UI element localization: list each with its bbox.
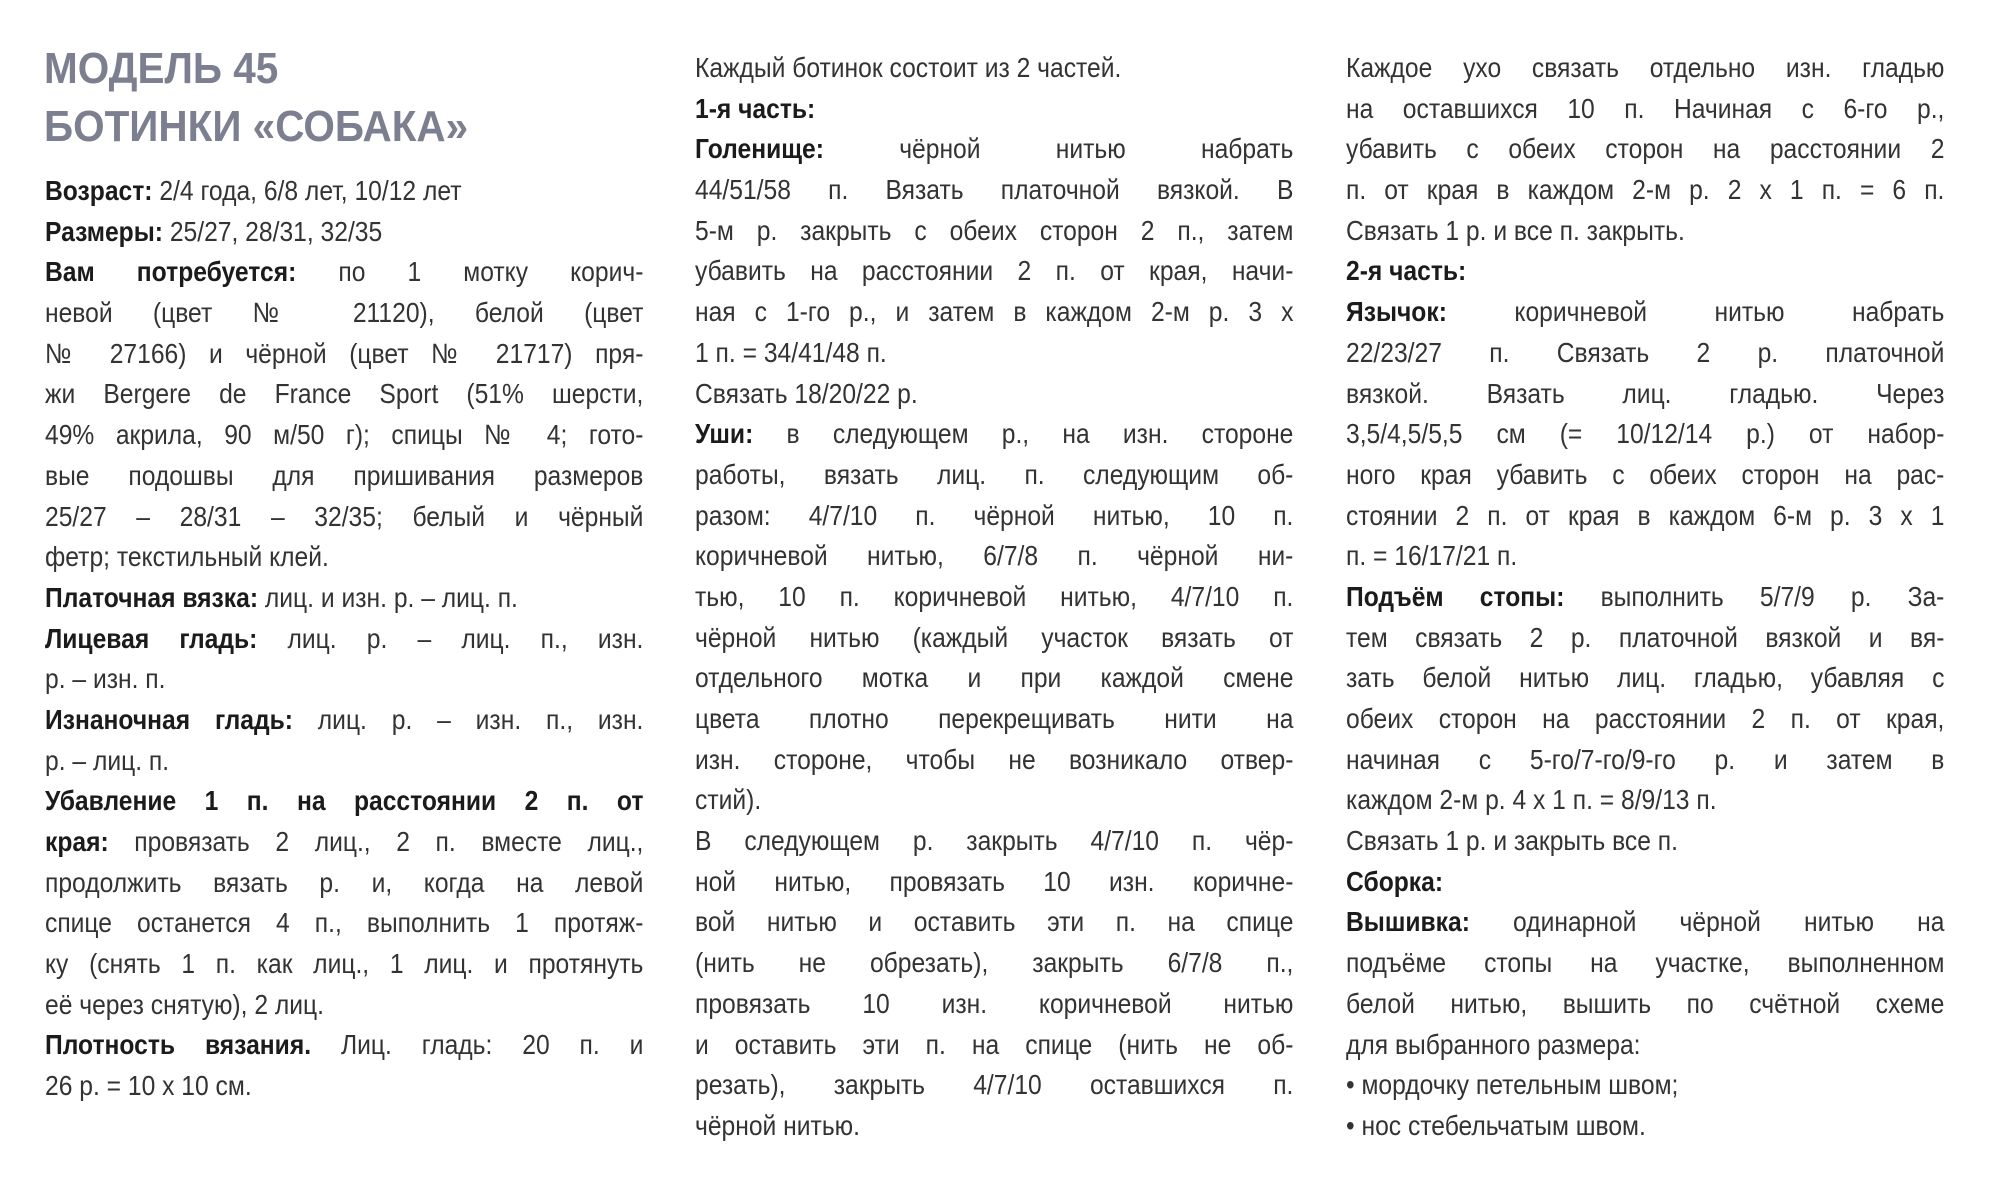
text-line <box>45 1066 643 1107</box>
text-line <box>45 334 643 375</box>
line-text: ку (снять 1 п. как лиц., 1 лиц. и протянуть <box>45 948 644 980</box>
text-line <box>45 822 643 863</box>
bold-label: Изнаночная гладь: <box>45 703 293 735</box>
text-line <box>1346 292 1944 333</box>
line-text: обеих сторон на расстоянии 2 п. от края, <box>1346 703 1945 734</box>
line-text: • нос стебельчатым швом. <box>1346 1109 1646 1141</box>
line-text: резать), закрыть 4/7/10 оставшихся п. <box>695 1069 1294 1101</box>
text-line <box>695 984 1293 1025</box>
line-text: Лиц. гладь: 20 п. и <box>311 1029 644 1061</box>
text-line <box>695 577 1293 618</box>
bold-label: Лицевая гладь: <box>45 622 258 654</box>
line-text: вые подошвы для пришивания размеров <box>45 459 644 491</box>
line-text: в следующем р., на изн. стороне <box>753 418 1294 450</box>
text-line <box>695 780 1293 821</box>
line-text: В следующем р. закрыть 4/7/10 п. чёр- <box>695 825 1294 857</box>
line-text: Каждый ботинок состоит из 2 частей. <box>695 52 1122 83</box>
bold-label: Возраст: <box>45 175 153 206</box>
text-line <box>1346 536 1944 577</box>
line-text: убавить с обеих сторон на расстоянии 2 <box>1346 133 1945 165</box>
line-text: спице останется 4 п., выполнить 1 протяж- <box>45 907 644 939</box>
text-line <box>45 293 643 334</box>
text-line <box>695 658 1293 699</box>
text-column-1 <box>45 171 643 1107</box>
line-text: фетр; текстильный клей. <box>45 541 329 573</box>
bold-label: Размеры: <box>45 215 163 247</box>
line-text: тем связать 2 р. платочной вязкой и вя- <box>1346 621 1945 653</box>
line-text: 5-м р. закрыть с обеих сторон 2 п., затем <box>695 214 1294 246</box>
line-text: цвета плотно перекрещивать нити на <box>695 703 1294 734</box>
bold-label: Платочная вязка: <box>45 581 259 613</box>
text-line <box>1346 618 1944 659</box>
line-text: разом: 4/7/10 п. чёрной нитью, 10 п. <box>695 499 1294 531</box>
text-line <box>45 741 643 782</box>
line-text: одинарной чёрной нитью на <box>1469 906 1945 938</box>
line-text: убавить на расстоянии 2 п. от края, начи- <box>695 255 1294 287</box>
bold-label: Подъём стопы: <box>1346 580 1565 612</box>
text-line <box>695 821 1293 862</box>
text-line <box>1346 780 1944 821</box>
text-line <box>45 619 643 660</box>
line-text: чёрной нитью. <box>695 1109 860 1141</box>
line-text: 2/4 года, 6/8 лет, 10/12 лет <box>152 175 462 206</box>
line-text: п. = 16/17/21 п. <box>1346 540 1518 572</box>
text-line <box>1346 1065 1944 1106</box>
bold-label: Плотность вязания. <box>45 1029 312 1061</box>
text-line <box>695 740 1293 781</box>
text-line <box>695 170 1293 211</box>
line-text: выполнить 5/7/9 р. За- <box>1564 580 1945 612</box>
bold-label: Сборка: <box>1346 865 1444 897</box>
text-line <box>1346 902 1944 943</box>
line-text: лиц. р. – изн. п., изн. <box>292 703 644 735</box>
line-text: № 27166) и чёрной (цвет № 21717) пря- <box>45 337 644 369</box>
title-model-number: МОДЕЛЬ 45 <box>44 44 279 93</box>
line-text: 22/23/27 п. Связать 2 р. платочной <box>1346 336 1945 368</box>
line-text: Связать 1 р. и закрыть все п. <box>1346 825 1678 857</box>
text-line <box>45 1025 643 1066</box>
line-text: 26 р. = 10 x 10 см. <box>45 1070 252 1102</box>
line-text: ной нитью, провязать 10 изн. коричне- <box>695 865 1294 897</box>
line-text: лиц. и изн. р. – лиц. п. <box>258 581 518 613</box>
text-line <box>695 251 1293 292</box>
line-text: (нить не обрезать), закрыть 6/7/8 п., <box>695 947 1294 979</box>
bold-label: Вам потребуется: <box>45 256 297 288</box>
line-text: вязкой. Вязать лиц. гладью. Через <box>1346 377 1945 409</box>
line-text: жи Bergere de France Sport (51% шерсти, <box>45 378 644 410</box>
text-line <box>695 862 1293 903</box>
bold-label: Язычок: <box>1346 296 1447 328</box>
text-line <box>695 1025 1293 1066</box>
text-line <box>45 944 643 985</box>
line-text: 49% акрила, 90 м/50 г); спицы № 4; гото- <box>45 419 644 451</box>
text-line <box>45 212 643 253</box>
bold-label: Голенище: <box>695 133 824 165</box>
text-column-3 <box>1346 48 1944 1147</box>
line-text: отдельного мотка и при каждой смене <box>695 662 1294 694</box>
line-text: провязать 10 изн. коричневой нитью <box>695 987 1294 1019</box>
line-text: чёрной нитью (каждый участок вязать от <box>695 621 1294 653</box>
line-text: невой (цвет № 21120), белой (цвет <box>45 297 644 329</box>
text-line <box>45 700 643 741</box>
text-line <box>45 578 643 619</box>
line-text: 25/27, 28/31, 32/35 <box>162 215 383 247</box>
line-text: р. – изн. п. <box>45 663 166 695</box>
line-text: каждом 2-м р. 4 x 1 п. = 8/9/13 п. <box>1346 784 1717 816</box>
text-line <box>695 89 1293 130</box>
text-line <box>695 536 1293 577</box>
line-text: п. от края в каждом 2-м р. 2 x 1 п. = 6 п. <box>1346 174 1945 206</box>
text-line <box>1346 740 1944 781</box>
text-line <box>695 496 1293 537</box>
line-text: • мордочку петельным швом; <box>1346 1069 1679 1101</box>
text-line <box>695 211 1293 252</box>
line-text: тью, 10 п. коричневой нитью, 4/7/10 п. <box>695 580 1294 612</box>
line-text: продолжить вязать р. и, когда на левой <box>45 866 644 898</box>
text-line <box>1346 699 1944 740</box>
line-text: и оставить эти п. на спице (нить не об- <box>695 1028 1294 1060</box>
line-text: ного края убавить с обеих сторон на рас- <box>1346 458 1945 490</box>
text-line <box>695 414 1293 455</box>
text-line <box>45 374 643 415</box>
line-text: на оставшихся 10 п. Начиная с 6-го р., <box>1346 92 1945 124</box>
text-line <box>695 292 1293 333</box>
text-line <box>1346 48 1944 89</box>
line-text: начиная с 5-го/7-го/9-го р. и затем в <box>1346 743 1945 775</box>
text-line <box>695 699 1293 740</box>
bold-label: 1-я часть: <box>695 92 816 124</box>
bold-label: Убавление 1 п. на расстоянии 2 п. от <box>45 785 644 817</box>
text-line <box>1346 496 1944 537</box>
text-line <box>1346 1025 1944 1066</box>
text-line <box>695 129 1293 170</box>
text-line <box>1346 251 1944 292</box>
bold-label: 2-я часть: <box>1346 255 1467 287</box>
line-text: 1 п. = 34/41/48 п. <box>695 336 887 368</box>
line-text: работы, вязать лиц. п. следующим об- <box>695 458 1294 490</box>
text-line <box>1346 943 1944 984</box>
text-line <box>45 171 643 212</box>
text-line <box>695 943 1293 984</box>
text-line <box>45 659 643 700</box>
text-line <box>45 537 643 578</box>
text-line <box>45 415 643 456</box>
text-line <box>1346 984 1944 1025</box>
line-text: лиц. р. – лиц. п., изн. <box>257 622 644 654</box>
text-line <box>695 455 1293 496</box>
text-line <box>695 333 1293 374</box>
text-line <box>45 456 643 497</box>
line-text: для выбранного размера: <box>1346 1028 1641 1060</box>
text-line <box>695 1106 1293 1147</box>
text-line <box>45 497 643 538</box>
line-text: по 1 мотку корич- <box>296 256 644 288</box>
line-text: коричневой нитью набрать <box>1446 296 1945 328</box>
bold-label: Вышивка: <box>1346 906 1470 938</box>
line-text: подъёме стопы на участке, выполненном <box>1346 947 1945 979</box>
line-text: 25/27 – 28/31 – 32/35; белый и чёрный <box>45 500 644 532</box>
text-line <box>695 618 1293 659</box>
line-text: Связать 18/20/22 р. <box>695 377 918 409</box>
text-line <box>1346 577 1944 618</box>
line-text: ная с 1-го р., и затем в каждом 2-м р. 3 x <box>695 296 1294 328</box>
line-text: 3,5/4,5/5,5 см (= 10/12/14 р.) от набор- <box>1346 418 1945 450</box>
bold-label: края: <box>45 826 109 857</box>
text-line <box>1346 862 1944 903</box>
line-text: изн. стороне, чтобы не возникало отвер- <box>695 743 1294 775</box>
text-line <box>45 252 643 293</box>
page-title <box>44 40 468 156</box>
text-line <box>695 48 1293 89</box>
line-text: стоянии 2 п. от края в каждом 6-м р. 3 x 1 <box>1346 499 1945 531</box>
text-line <box>1346 374 1944 415</box>
text-line <box>1346 333 1944 374</box>
line-text: 44/51/58 п. Вязать платочной вязкой. В <box>695 174 1294 206</box>
text-column-2 <box>695 48 1293 1147</box>
line-text: зать белой нитью лиц. гладью, убавляя с <box>1346 662 1945 694</box>
text-line <box>1346 170 1944 211</box>
text-line <box>1346 211 1944 252</box>
text-line <box>1346 821 1944 862</box>
line-text: Связать 1 р. и все п. закрыть. <box>1346 214 1685 246</box>
text-line <box>1346 1106 1944 1147</box>
text-line <box>695 374 1293 415</box>
text-line <box>1346 658 1944 699</box>
line-text: Каждое ухо связать отдельно изн. гладью <box>1346 52 1945 83</box>
line-text: стий). <box>695 784 762 816</box>
line-text: коричневой нитью, 6/7/8 п. чёрной ни- <box>695 540 1294 572</box>
title-model-name: БОТИНКИ «СОБАКА» <box>44 102 469 151</box>
text-line <box>1346 129 1944 170</box>
text-line <box>695 902 1293 943</box>
text-line <box>45 903 643 944</box>
text-line <box>45 985 643 1026</box>
line-text: провязать 2 лиц., 2 п. вместе лиц., <box>108 826 644 857</box>
line-text: белой нитью, вышить по счётной схеме <box>1346 987 1945 1019</box>
line-text: её через снятую), 2 лиц. <box>45 988 324 1020</box>
text-line <box>695 1065 1293 1106</box>
text-line <box>1346 455 1944 496</box>
text-line <box>1346 89 1944 130</box>
line-text: р. – лиц. п. <box>45 744 170 776</box>
text-line <box>45 781 643 822</box>
line-text: чёрной нитью набрать <box>823 133 1294 165</box>
text-line <box>45 863 643 904</box>
line-text: вой нитью и оставить эти п. на спице <box>695 906 1294 938</box>
text-line <box>1346 414 1944 455</box>
bold-label: Уши: <box>695 418 754 450</box>
